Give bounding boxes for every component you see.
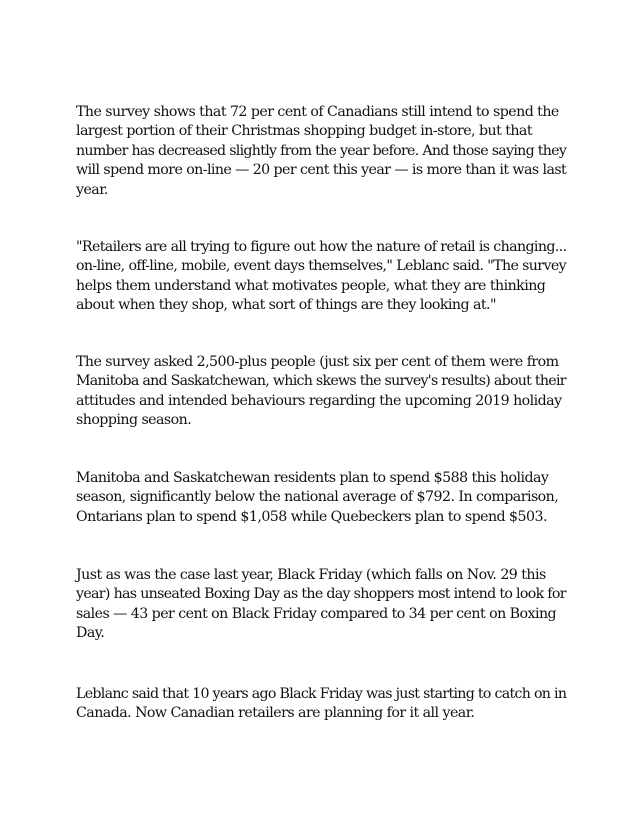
text-line: largest portion of their Christmas shopping budget in-store, but that <box>76 123 532 140</box>
paragraph-leblanc-ten-years <box>76 685 566 724</box>
text-line: year. <box>76 181 108 198</box>
text-line: Leblanc said that 10 years ago Black Friday was just starting to catch on in <box>76 686 567 702</box>
text-line: shopping season. <box>76 412 192 429</box>
text-line: Day. <box>76 625 105 642</box>
text-line: Ontarians plan to spend $1,058 while Quebeckers plan to spend $503. <box>76 508 547 525</box>
text-line: number has decreased slightly from the year before. And those saying they <box>76 142 567 159</box>
text-line: sales — 43 per cent on Black Friday compared to 34 per cent on Boxing <box>76 605 557 622</box>
text-line: about when they shop, what sort of things are they looking at." <box>76 297 496 314</box>
text-line: "Retailers are all trying to figure out how the nature of retail is changing... <box>76 239 567 255</box>
text-line: Manitoba and Saskatchewan, which skews the survey's results) about their <box>76 373 566 390</box>
text-line: year) has unseated Boxing Day as the day shoppers most intend to look for <box>76 586 566 603</box>
text-line: will spend more on-line — 20 per cent this year — is more than it was last <box>76 162 567 179</box>
paragraph-spending-amounts <box>76 469 566 527</box>
text-line: attitudes and intended behaviours regarding the upcoming 2019 holiday <box>76 392 562 409</box>
text-line: Manitoba and Saskatchewan residents plan to spend $588 this holiday <box>76 470 549 486</box>
paragraph-leblanc-quote <box>76 238 566 316</box>
text-line: Canada. Now Canadian retailers are planning for it all year. <box>76 705 475 722</box>
paragraph-survey-sample <box>76 353 566 431</box>
text-line: helps them understand what motivates people, what they are thinking <box>76 277 546 294</box>
text-line: The survey shows that 72 per cent of Canadians still intend to spend the <box>76 104 559 120</box>
text-line: on-line, off-line, mobile, event days themselves," Leblanc said. "The survey <box>76 258 566 275</box>
paragraph-black-friday <box>76 566 566 644</box>
text-line: The survey asked 2,500-plus people (just six per cent of them were from <box>76 354 559 370</box>
text-line: Just as was the case last year, Black Friday (which falls on Nov. 29 this <box>76 567 546 583</box>
text-line: season, significantly below the national average of $792. In comparison, <box>76 489 559 506</box>
paragraph-survey-in-store <box>76 103 566 200</box>
